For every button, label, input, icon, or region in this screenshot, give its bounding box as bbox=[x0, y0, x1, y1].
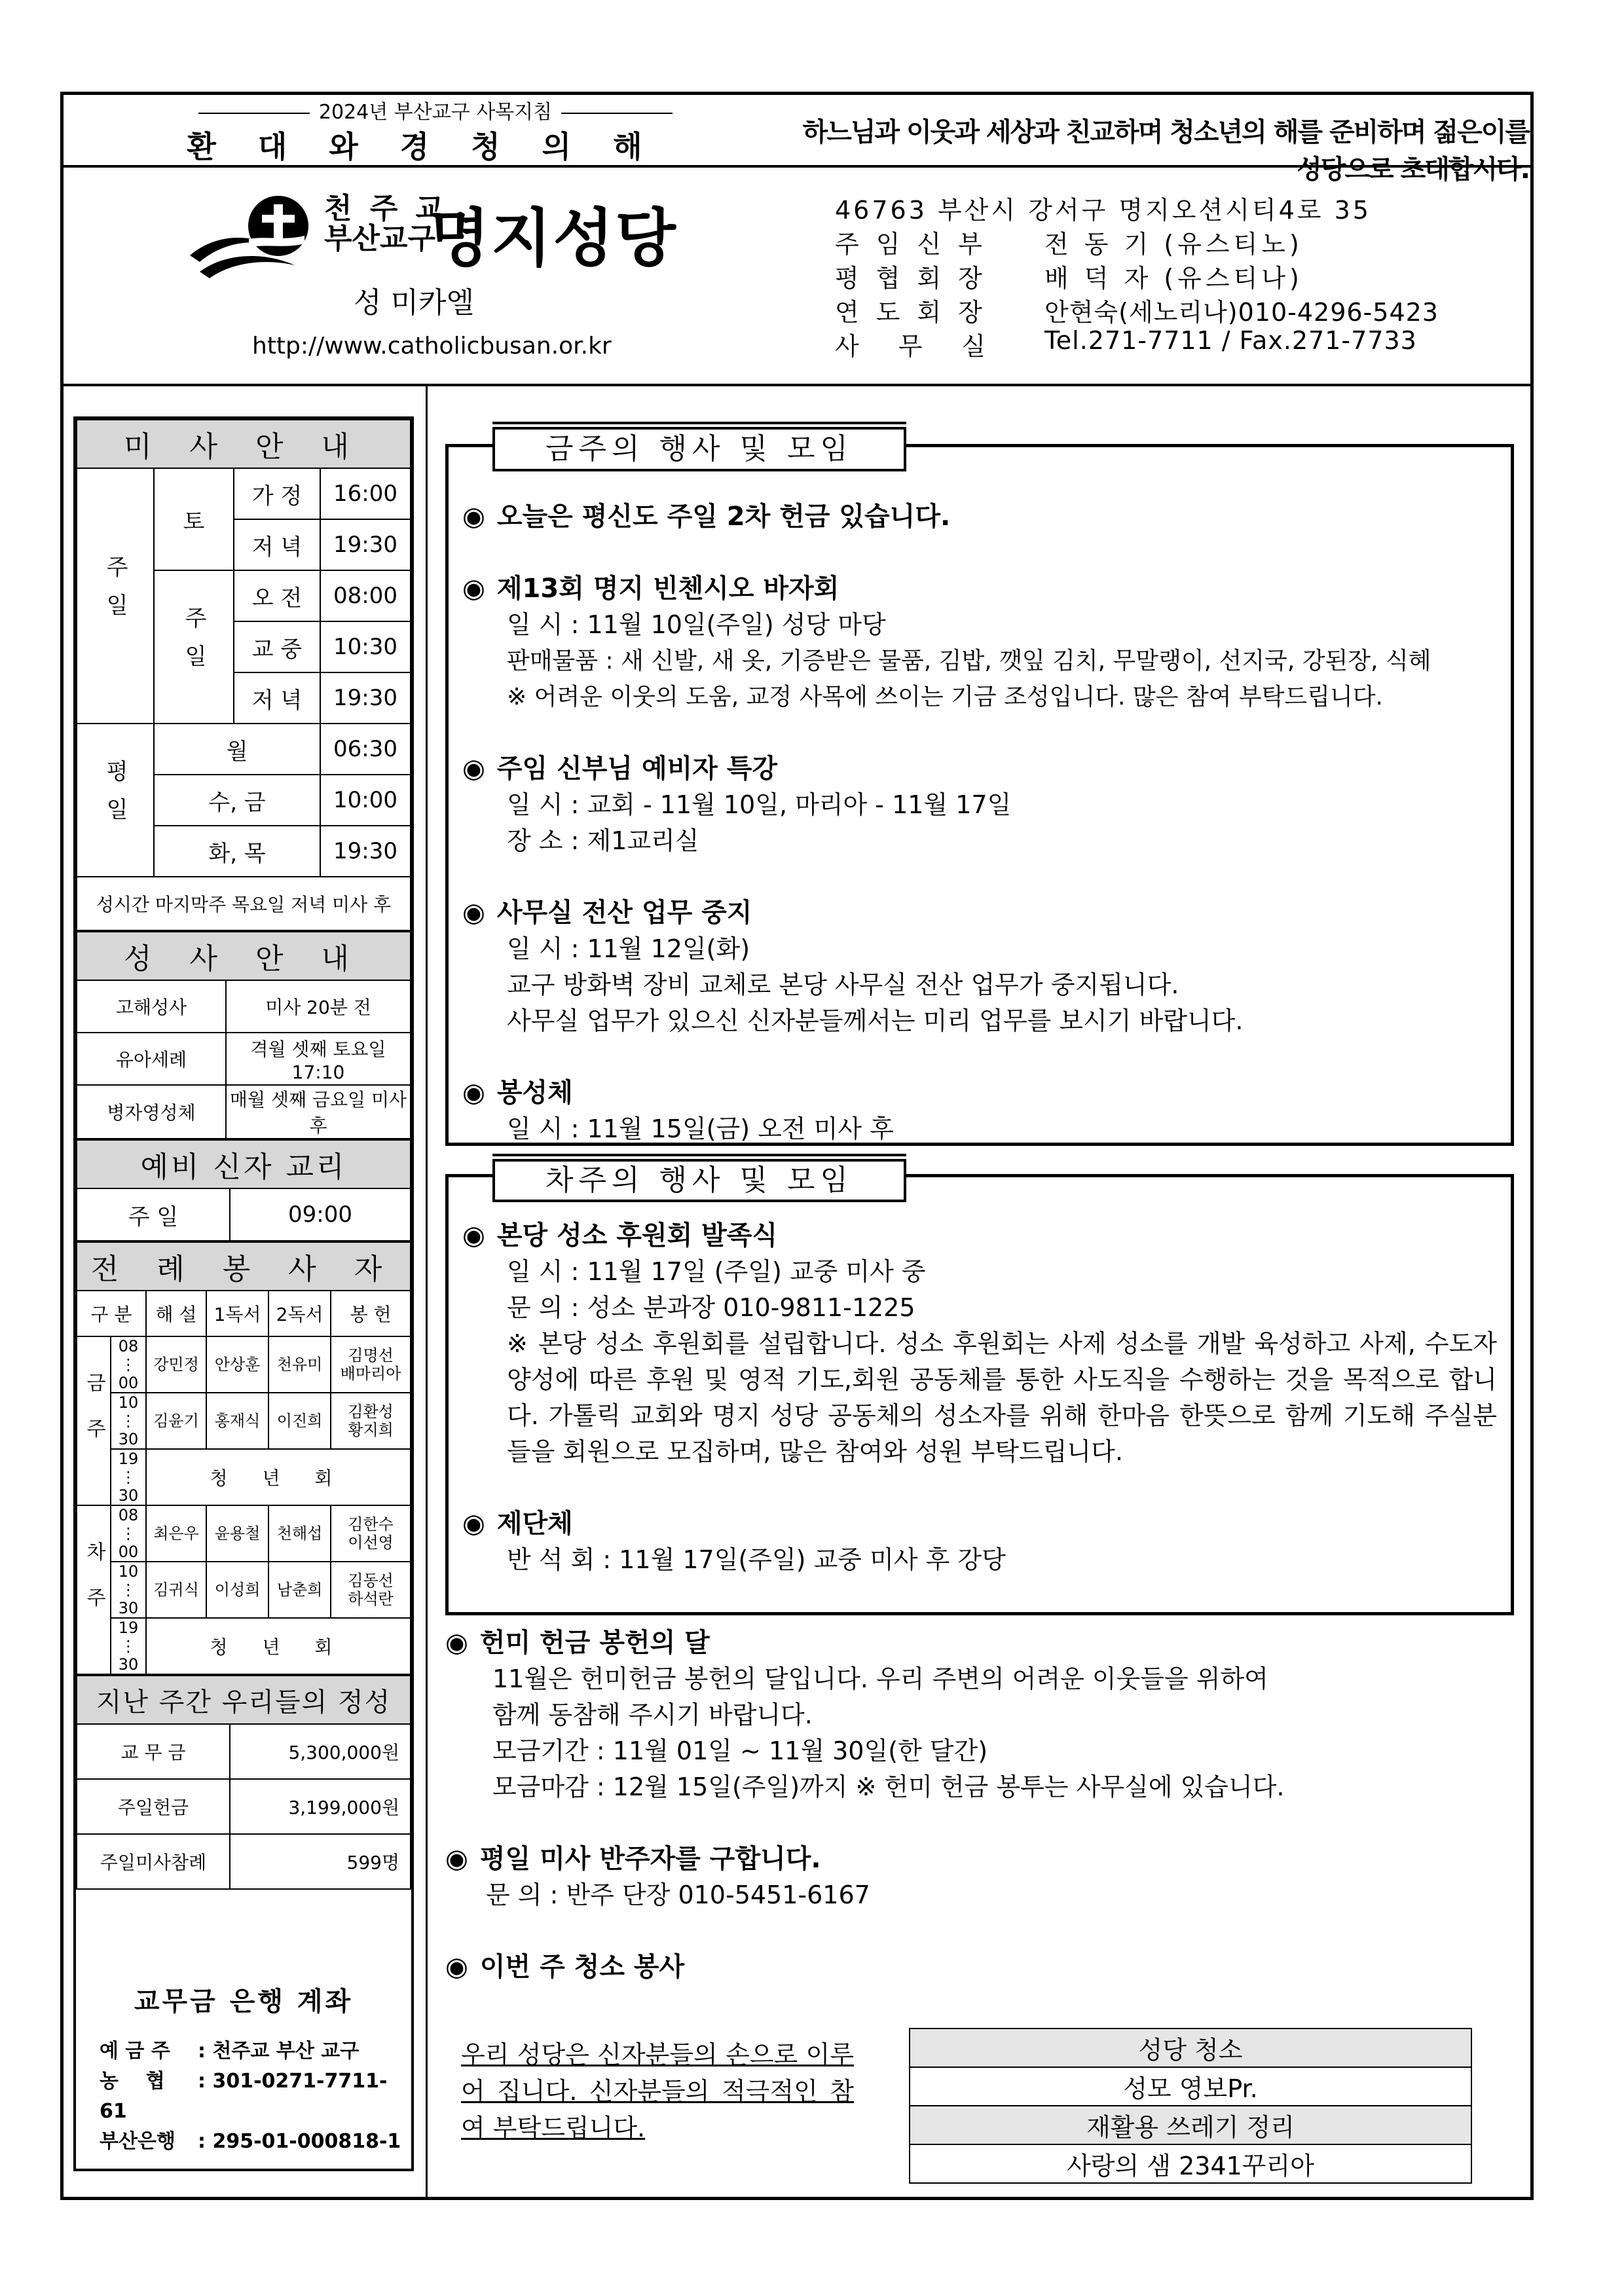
offering-value: 5,300,000원 bbox=[230, 1724, 411, 1779]
event-item: ◉ 평일 미사 반주자를 구합니다. bbox=[445, 1844, 821, 1874]
mass-slot-label: 저 녁 bbox=[234, 672, 320, 724]
server-name: 윤용철 bbox=[206, 1505, 268, 1562]
offering-table bbox=[76, 1675, 411, 1890]
event-detail: 일 시 : 11월 12일(화) bbox=[507, 934, 750, 963]
event-detail: 모금기간 : 11월 01일 ~ 11월 30일(한 달간) bbox=[492, 1736, 988, 1765]
sacrament-value: 미사 20분 전 bbox=[226, 980, 411, 1033]
bank-title: 교무금 은행 계좌 bbox=[134, 1987, 354, 2017]
next-week-label: 차주 bbox=[77, 1505, 111, 1674]
divider bbox=[60, 384, 1534, 386]
event-detail: 문 의 : 성소 분과장 010-9811-1225 bbox=[507, 1293, 915, 1322]
server-name: 천유미 bbox=[268, 1336, 331, 1393]
mass-title: 미 사 안 내 bbox=[77, 420, 411, 468]
mass-time: 19:30 bbox=[320, 519, 411, 570]
event-detail: 일 시 : 11월 17일 (주일) 교중 미사 중 bbox=[507, 1257, 926, 1286]
servers-header: 해 설 bbox=[146, 1291, 206, 1336]
sacrament-label: 유아세례 bbox=[77, 1033, 226, 1085]
weekday-slot: 월 bbox=[154, 724, 320, 775]
server-name: 김명선 배마리아 bbox=[331, 1336, 411, 1393]
server-name: 안상훈 bbox=[206, 1336, 268, 1393]
servers-title: 전 례 봉 사 자 bbox=[77, 1242, 411, 1291]
server-time: 19 ⋮ 30 bbox=[111, 1449, 146, 1505]
server-name: 천해섭 bbox=[268, 1505, 331, 1562]
servers-header: 2독서 bbox=[268, 1291, 331, 1336]
mass-time: 06:30 bbox=[320, 724, 411, 775]
sunday-label: 주일 bbox=[77, 468, 154, 724]
event-item: ◉ 이번 주 청소 봉사 bbox=[445, 1952, 685, 1982]
event-detail: ※ 본당 성소 후원회를 설립합니다. 성소 후원회는 사제 성소를 개발 육성하고 사제, 수도자 양성에 따른 후원 및 영적 기도,회원 공동체를 통한 사도직을 수행하는 것을 목적으로 합니다. 가톨릭 교회와 명지 성당 공동체의 성소자를 위해 한마음 한뜻으로 함께 기도해 주실분들을 회원으로 모집하며, 많은 참여와 성원 부탁드립니다. bbox=[507, 1329, 1497, 1466]
event-detail: 일 시 : 11월 10일(주일) 성당 마당 bbox=[507, 610, 886, 639]
sacrament-value: 매월 셋째 금요일 미사후 bbox=[226, 1085, 411, 1139]
event-detail: 판매물품 : 새 신발, 새 옷, 기증받은 물품, 김밥, 깻잎 김치, 무말랭이, 선지국, 강된장, 식혜 bbox=[507, 648, 1431, 674]
mass-time: 19:30 bbox=[320, 826, 411, 877]
cleaning-table bbox=[909, 2028, 1472, 2184]
offering-label: 주일미사참례 bbox=[77, 1834, 230, 1889]
event-item: ◉ 봉성체 bbox=[462, 1078, 573, 1108]
next-week-title: 차주의 행사 및 모임 bbox=[492, 1159, 906, 1202]
weekday-label: 평일 bbox=[77, 724, 154, 877]
church-name: 명지성당 bbox=[429, 202, 677, 275]
catechumen-day: 주 일 bbox=[77, 1188, 230, 1241]
event-item: ◉ 제단체 bbox=[462, 1509, 573, 1539]
mass-slot-label: 오 전 bbox=[234, 570, 320, 621]
event-detail: ※ 어려운 이웃의 도움, 교정 사목에 쓰이는 기금 조성입니다. 많은 참여 부탁드립니다. bbox=[507, 684, 1383, 710]
youth-group: 청 년 회 bbox=[146, 1449, 411, 1505]
server-name: 남춘희 bbox=[268, 1562, 331, 1618]
sacrament-label: 병자영성체 bbox=[77, 1085, 226, 1139]
next-week-content bbox=[462, 1218, 1497, 1578]
contact-info: 46763 부산시 강서구 명지오션시티4로 35 주임신부 전 동 기 (유스티노) 평협회장 배 덕 자 (유스티나) 연도회장 안현숙(세노리나)010-4296-5423 사무실 Tel.271-7711 / Fax.271-7733 bbox=[835, 196, 1439, 361]
server-name: 홍재식 bbox=[206, 1393, 268, 1449]
holy-hour-note: 성시간 마지막주 목요일 저녁 미사 후 bbox=[77, 877, 411, 930]
cleaning-row: 사랑의 샘 2341꾸리아 bbox=[910, 2144, 1471, 2183]
sacrament-value: 격월 셋째 토요일 17:10 bbox=[226, 1033, 411, 1085]
event-item: ◉ 본당 성소 후원회 발족식 bbox=[462, 1221, 778, 1251]
server-name: 김귀식 bbox=[146, 1562, 206, 1618]
offering-label: 교 무 금 bbox=[77, 1724, 230, 1779]
motto-main: 환대와경청의해 bbox=[187, 129, 684, 164]
event-detail: 사무실 업무가 있으신 신자분들께서는 미리 업무를 보시기 바랍니다. bbox=[507, 1006, 1244, 1035]
servers-table bbox=[76, 1241, 411, 1675]
extra-content bbox=[445, 1625, 1506, 1985]
column-divider bbox=[426, 385, 428, 2199]
church-logo-icon bbox=[187, 190, 318, 282]
event-item: ◉ 헌미 헌금 봉헌의 달 bbox=[445, 1628, 710, 1658]
cleaning-row: 성모 영보Pr. bbox=[910, 2067, 1471, 2106]
server-name: 김환성 황지희 bbox=[331, 1393, 411, 1449]
left-sidebar bbox=[73, 416, 414, 2171]
event-item: ◉ 오늘은 평신도 주일 2차 헌금 있습니다. bbox=[462, 502, 951, 532]
event-detail: 11월은 헌미헌금 봉헌의 달입니다. 우리 주변의 어려운 이웃들을 위하여 bbox=[492, 1664, 1268, 1693]
mass-schedule-table bbox=[76, 419, 411, 931]
sacrament-table bbox=[76, 931, 411, 1139]
sunday-sub-label: 주일 bbox=[154, 570, 234, 724]
cleaning-note: 우리 성당은 신자분들의 손으로 이루어 집니다. 신자분들의 적극적인 참여 부탁드립니다. bbox=[461, 2040, 854, 2142]
this-week-label: 금주 bbox=[77, 1336, 111, 1505]
catechumen-time: 09:00 bbox=[230, 1188, 411, 1241]
offering-value: 599명 bbox=[230, 1834, 411, 1889]
servers-header: 봉 헌 bbox=[331, 1291, 411, 1336]
saturday-label: 토 bbox=[154, 468, 234, 570]
event-detail: 일 시 : 교회 - 11월 10일, 마리아 - 11월 17일 bbox=[507, 790, 1012, 819]
cleaning-row: 성당 청소 bbox=[910, 2029, 1471, 2067]
mass-time: 10:30 bbox=[320, 621, 411, 672]
servers-header: 1독서 bbox=[206, 1291, 268, 1336]
server-name: 이진희 bbox=[268, 1393, 331, 1449]
bank-accounts: 예 금 주 : 천주교 부산 교구 농 협 : 301-0271-7711-61 부산은행 : 295-01-000818-1 bbox=[100, 2040, 401, 2153]
catechumen-table bbox=[76, 1139, 411, 1241]
youth-group: 청 년 회 bbox=[146, 1618, 411, 1674]
event-item: ◉ 제13회 명지 빈첸시오 바자회 bbox=[462, 574, 840, 604]
server-time: 08 ⋮ 00 bbox=[111, 1336, 146, 1393]
cleaning-row: 재활용 쓰레기 정리 bbox=[910, 2106, 1471, 2144]
event-detail: 문 의 : 반주 단장 010-5451-6167 bbox=[486, 1881, 870, 1909]
server-time: 08 ⋮ 00 bbox=[111, 1505, 146, 1562]
server-name: 이성희 bbox=[206, 1562, 268, 1618]
mass-time: 10:00 bbox=[320, 775, 411, 826]
invitation-text: 하느님과 이웃과 세상과 친교하며 청소년의 해를 준비하며 젊은이를 성당으로 초대합시다. bbox=[802, 117, 1529, 185]
patron-saint: 성 미카엘 bbox=[354, 286, 475, 320]
weekday-slot: 화, 목 bbox=[154, 826, 320, 877]
server-name: 김동선 하석란 bbox=[331, 1562, 411, 1618]
mass-time: 19:30 bbox=[320, 672, 411, 724]
sacrament-label: 고해성사 bbox=[77, 980, 226, 1033]
this-week-title: 금주의 행사 및 모임 bbox=[492, 427, 906, 471]
offering-value: 3,199,000원 bbox=[230, 1779, 411, 1834]
servers-header: 구 분 bbox=[77, 1291, 146, 1336]
weekday-slot: 수, 금 bbox=[154, 775, 320, 826]
server-name: 김한수 이선영 bbox=[331, 1505, 411, 1562]
offering-title: 지난 주간 우리들의 정성 bbox=[77, 1676, 411, 1724]
server-name: 강민정 bbox=[146, 1336, 206, 1393]
event-detail: 반 석 회 : 11월 17일(주일) 교중 미사 후 강당 bbox=[507, 1545, 1006, 1574]
motto-top: 2024년 부산교구 사목지침 bbox=[164, 96, 707, 124]
server-time: 10 ⋮ 30 bbox=[111, 1562, 146, 1618]
catechumen-title: 예비 신자 교리 bbox=[77, 1140, 411, 1188]
event-detail: 함께 동참해 주시기 바랍니다. bbox=[492, 1700, 813, 1729]
mass-slot-label: 교 중 bbox=[234, 621, 320, 672]
server-time: 19 ⋮ 30 bbox=[111, 1618, 146, 1674]
mass-slot-label: 저 녁 bbox=[234, 519, 320, 570]
diocese-name: 천 주 교 부산교구 bbox=[324, 192, 448, 255]
event-detail: 교구 방화벽 장비 교체로 본당 사무실 전산 업무가 중지됩니다. bbox=[507, 970, 1179, 999]
event-item: ◉ 주임 신부님 예비자 특강 bbox=[462, 754, 778, 784]
sacrament-title: 성 사 안 내 bbox=[77, 932, 411, 980]
server-name: 최은우 bbox=[146, 1505, 206, 1562]
event-detail: 장 소 : 제1교리실 bbox=[507, 826, 699, 855]
event-item: ◉ 사무실 전산 업무 중지 bbox=[462, 898, 752, 928]
server-name: 김윤기 bbox=[146, 1393, 206, 1449]
mass-time: 08:00 bbox=[320, 570, 411, 621]
offering-label: 주일헌금 bbox=[77, 1779, 230, 1834]
website-link[interactable]: http://www.catholicbusan.or.kr bbox=[252, 333, 612, 359]
mass-time: 16:00 bbox=[320, 468, 411, 519]
this-week-content bbox=[462, 499, 1497, 1147]
event-detail: 일 시 : 11월 15일(금) 오전 미사 후 bbox=[507, 1114, 894, 1143]
event-detail: 모금마감 : 12월 15일(주일)까지 ※ 헌미 헌금 봉투는 사무실에 있습니다. bbox=[492, 1772, 1285, 1801]
mass-slot-label: 가 정 bbox=[234, 468, 320, 519]
server-time: 10 ⋮ 30 bbox=[111, 1393, 146, 1449]
